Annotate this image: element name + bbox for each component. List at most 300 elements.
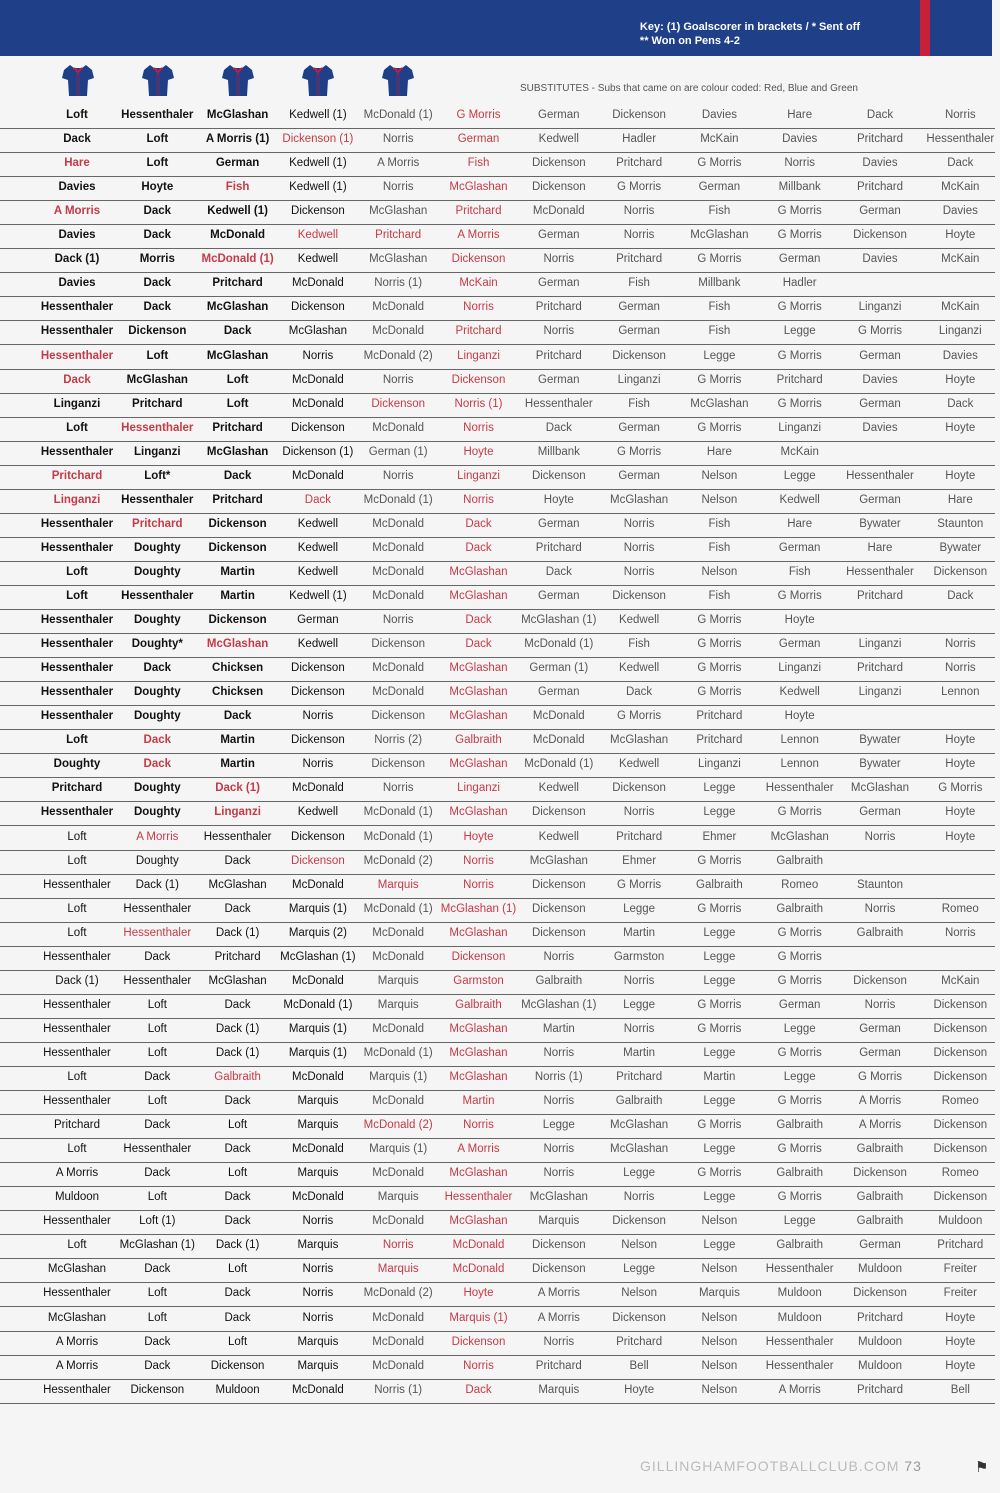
table-row	[0, 922, 995, 947]
player-cell: Loft	[147, 1191, 167, 1204]
player-cell: Hoyte	[463, 445, 494, 458]
player-cell: G Morris	[777, 301, 822, 314]
player-cell: A Morris	[457, 1143, 500, 1156]
player-cell: A Morris	[53, 205, 101, 218]
table-row	[0, 874, 995, 899]
player-cell: Dickenson	[128, 325, 187, 338]
player-cell: Marquis	[297, 1359, 339, 1372]
player-cell: Loft	[66, 109, 88, 121]
player-cell: Legge	[623, 1263, 656, 1276]
player-cell: Dickenson	[612, 1215, 666, 1228]
player-cell: Legge	[623, 1167, 656, 1180]
player-cell: German	[618, 325, 660, 338]
player-cell: Ehmer	[622, 854, 657, 867]
player-cell: Kedwell (1)	[207, 205, 268, 218]
player-cell: Davies	[942, 205, 978, 218]
player-cell: Kedwell (1)	[289, 157, 347, 170]
player-cell: Norris	[302, 1263, 334, 1276]
player-cell: McDonald (1)	[363, 830, 433, 843]
player-cell: Norris	[623, 974, 655, 987]
player-cell: McDonald	[372, 565, 425, 578]
player-cell: Bywater	[859, 758, 901, 771]
player-cell: Loft	[66, 590, 88, 602]
player-cell: Norris	[382, 373, 414, 386]
player-cell: Dack	[224, 1191, 251, 1204]
player-cell: Dack	[144, 1359, 171, 1372]
table-row	[0, 1331, 995, 1356]
player-cell: McGlashan	[850, 782, 910, 795]
player-cell: Linganzi	[697, 758, 741, 771]
substitutes-label: SUBSTITUTES - Subs that came on are colour coded: Red, Blue and Green	[520, 83, 858, 94]
player-cell: Norris	[302, 349, 334, 362]
table-row	[0, 1355, 995, 1380]
player-cell: Dack	[224, 1287, 251, 1300]
player-cell: Fish	[708, 301, 731, 314]
player-cell: German	[859, 1239, 901, 1252]
player-cell: Romeo	[941, 1167, 979, 1180]
player-cell: McKain	[941, 181, 980, 194]
player-cell: Kedwell (1)	[289, 590, 347, 602]
player-cell: G Morris	[777, 1191, 822, 1204]
player-cell: McDonald	[452, 1263, 505, 1276]
player-cell: G Morris	[697, 373, 742, 386]
player-cell: McGlashan	[690, 397, 749, 410]
table-row	[0, 345, 995, 370]
player-cell: Hare	[787, 517, 813, 530]
player-cell: Legge	[623, 998, 656, 1011]
player-cell: Marquis	[297, 1095, 339, 1108]
player-cell: Hessenthaler	[121, 493, 194, 506]
table-row	[0, 970, 995, 995]
player-cell: Dack	[465, 541, 492, 554]
player-cell: G Morris	[777, 806, 822, 819]
player-cell: Hessenthaler	[40, 349, 114, 362]
player-cell: Pritchard	[937, 1239, 984, 1252]
player-cell: McDonald	[372, 662, 425, 675]
player-cell: Galbraith	[214, 1071, 261, 1083]
player-cell: Norris	[784, 157, 816, 170]
player-cell: German	[297, 614, 339, 627]
player-cell: Norris	[543, 325, 575, 338]
player-cell: Hessenthaler	[765, 1263, 834, 1276]
player-cell: Fish	[708, 205, 731, 218]
player-cell: McGlashan	[449, 686, 508, 699]
player-cell: Dickenson	[531, 157, 586, 170]
player-cell: Davies	[862, 373, 898, 386]
player-cell: Muldoon	[777, 1287, 822, 1300]
player-cell: Hessenthaler	[846, 469, 914, 482]
player-cell: Linganzi	[778, 421, 822, 434]
player-cell: Pritchard	[535, 349, 582, 362]
player-cell: Pritchard	[535, 1359, 582, 1372]
player-cell: Davies	[862, 253, 898, 266]
player-cell: Hessenthaler	[40, 445, 114, 458]
table-row	[0, 176, 995, 201]
page-footer	[640, 1458, 922, 1474]
player-cell: Galbraith	[455, 998, 502, 1011]
player-cell: Norris	[382, 1239, 414, 1252]
player-cell: McDonald (2)	[363, 854, 433, 867]
player-cell: McDonald	[372, 1167, 425, 1180]
player-cell: A Morris	[55, 1335, 99, 1348]
player-cell: Legge	[703, 782, 736, 795]
player-cell: Dack	[143, 758, 172, 771]
player-cell: Norris	[463, 493, 494, 506]
player-cell: Martin	[462, 1095, 495, 1108]
player-cell: Legge	[703, 974, 736, 987]
player-cell: Marquis (2)	[288, 926, 347, 939]
player-cell: Millbank	[537, 445, 580, 458]
player-cell: Hessenthaler	[765, 782, 834, 795]
player-cell: Loft	[147, 1311, 167, 1324]
player-cell: Loft	[66, 421, 88, 434]
table-row	[0, 489, 995, 514]
player-cell: G Morris	[857, 325, 903, 338]
player-cell: Hessenthaler	[40, 541, 114, 554]
player-cell: McGlashan	[206, 445, 269, 458]
player-cell: Dack	[223, 469, 252, 482]
player-cell: Martin	[220, 565, 255, 578]
player-cell: McDonald (1)	[363, 493, 433, 506]
player-cell: Hadler	[622, 133, 657, 146]
player-cell: Dickenson	[451, 1335, 506, 1348]
player-cell: McDonald	[372, 1359, 425, 1372]
player-cell: Loft	[147, 1287, 167, 1300]
player-cell: Muldoon	[54, 1191, 100, 1204]
table-row	[0, 1234, 995, 1259]
player-cell: Loft	[228, 1263, 248, 1276]
player-cell: McGlashan	[449, 1167, 508, 1180]
player-cell: Pritchard	[856, 662, 904, 675]
player-cell: Dack	[465, 517, 492, 530]
player-cell: McGlashan	[47, 1311, 107, 1324]
player-cell: Kedwell	[297, 517, 339, 530]
player-cell: Loft	[226, 397, 249, 410]
player-cell: McGlashan	[206, 349, 269, 362]
table-row	[0, 777, 995, 802]
table-row	[0, 1042, 995, 1067]
player-cell: Dickenson	[531, 1263, 586, 1276]
player-cell: Dack	[143, 229, 172, 242]
player-cell: A Morris	[377, 157, 420, 170]
player-cell: Ehmer	[702, 830, 737, 843]
player-cell: A Morris	[537, 1287, 580, 1300]
player-cell: Pritchard	[856, 590, 904, 602]
player-cell: Dickenson	[210, 1359, 265, 1372]
player-cell: Dack	[144, 950, 171, 963]
player-cell: G Morris	[777, 1095, 822, 1108]
player-cell: McKain	[700, 133, 739, 146]
player-cell: Kedwell	[618, 614, 660, 627]
player-cell: Hoyte	[543, 493, 574, 506]
player-cell: Loft	[66, 565, 88, 578]
key-line-2: ** Won on Pens 4-2	[639, 35, 740, 47]
player-cell: German	[859, 397, 901, 410]
player-cell: Freiter	[943, 1287, 977, 1300]
player-cell: Marquis	[698, 1287, 740, 1300]
player-cell: Dack	[224, 1143, 251, 1156]
player-cell: Norris	[944, 109, 976, 121]
player-cell: Dickenson	[612, 349, 666, 362]
player-cell: Legge	[703, 1046, 736, 1059]
player-cell: Dickenson (1)	[282, 445, 354, 458]
player-cell: Pritchard	[212, 421, 263, 434]
player-cell: Dack	[144, 1071, 171, 1083]
player-cell: Kedwell	[618, 662, 660, 675]
player-cell: Nelson	[701, 1335, 738, 1348]
player-cell: Hoyte	[945, 421, 976, 434]
player-cell: Loft	[147, 1046, 167, 1059]
player-cell: German	[859, 205, 901, 218]
player-cell: Hessenthaler	[123, 1143, 192, 1156]
player-cell: McDonald	[372, 1215, 425, 1228]
player-cell: McGlashan	[449, 1215, 508, 1228]
player-cell: Linganzi	[858, 638, 902, 651]
player-cell: G Morris	[777, 229, 822, 242]
player-cell: Linganzi	[53, 493, 101, 506]
player-cell: McDonald	[292, 1143, 344, 1156]
player-cell: Dack	[143, 205, 172, 218]
player-cell: Pritchard	[616, 253, 663, 266]
player-cell: G Morris	[456, 109, 501, 121]
player-cell: Hessenthaler	[43, 1022, 111, 1035]
table-row	[0, 850, 995, 875]
player-cell: Loft	[67, 902, 87, 915]
player-cell: Legge	[783, 325, 816, 338]
player-cell: Pritchard	[455, 325, 502, 338]
player-cell: Staunton	[937, 517, 984, 530]
player-cell: Norris	[302, 1215, 334, 1228]
player-cell: Hessenthaler	[121, 590, 194, 602]
player-cell: Norris	[543, 1167, 575, 1180]
page-number: 73	[904, 1458, 922, 1474]
player-cell: Dack	[223, 710, 252, 723]
player-cell: German	[859, 1022, 901, 1035]
player-cell: Muldoon	[777, 1311, 822, 1324]
player-cell: McGlashan	[206, 109, 269, 121]
table-row	[0, 946, 995, 971]
player-cell: Hessenthaler	[444, 1191, 513, 1204]
key-legend	[640, 20, 860, 48]
player-cell: Nelson	[701, 1215, 738, 1228]
player-cell: McGlashan	[126, 373, 188, 386]
player-cell: McDonald (1)	[524, 638, 594, 651]
player-cell: Hoyte	[945, 469, 976, 482]
player-cell: German	[778, 638, 821, 651]
player-cell: Loft (1)	[139, 1215, 176, 1228]
player-cell: Doughty	[133, 614, 181, 627]
player-cell: Norris	[543, 253, 575, 266]
player-cell: Norris (1)	[454, 397, 503, 410]
player-cell: Loft	[146, 349, 169, 362]
player-cell: Legge	[703, 806, 736, 819]
player-cell: Dack	[144, 1119, 171, 1132]
player-cell: Nelson	[701, 1383, 738, 1396]
player-cell: G Morris	[697, 1119, 742, 1132]
player-cell: McDonald	[292, 373, 344, 386]
player-cell: Hoyte	[784, 710, 815, 723]
player-cell: Pritchard	[535, 301, 582, 314]
player-cell: Dack	[224, 902, 251, 915]
player-cell: Loft	[66, 734, 88, 747]
player-cell: Dack (1)	[215, 926, 260, 939]
player-cell: Loft	[67, 1239, 87, 1252]
player-cell: Hoyte	[945, 830, 976, 843]
player-cell: McDonald (1)	[283, 998, 353, 1011]
player-cell: Davies	[862, 157, 898, 170]
player-cell: Marquis	[297, 1119, 339, 1132]
shirt-icon	[300, 62, 336, 98]
player-cell: Hessenthaler	[40, 686, 114, 699]
player-cell: German	[538, 277, 580, 290]
player-cell: Loft	[67, 854, 87, 867]
player-cell: Pritchard	[212, 277, 263, 290]
player-cell: Hoyte	[945, 1311, 976, 1324]
player-cell: Fish	[708, 590, 731, 602]
player-cell: McDonald	[292, 878, 344, 891]
player-cell: Pritchard	[455, 205, 502, 218]
player-cell: McGlashan	[610, 1143, 669, 1156]
player-cell: G Morris	[777, 205, 822, 218]
player-cell: Hessenthaler	[203, 830, 272, 843]
player-cell: Muldoon	[938, 1215, 983, 1228]
player-cell: Lennon	[780, 758, 819, 771]
player-cell: Martin	[623, 1046, 656, 1059]
player-cell: McDonald (1)	[363, 1046, 433, 1059]
table-row	[0, 296, 995, 321]
table-row	[0, 1210, 995, 1235]
player-cell: Dickenson	[933, 1143, 988, 1156]
shirt-icon	[60, 62, 96, 98]
table-row	[0, 320, 995, 345]
player-cell: German	[778, 541, 821, 554]
player-cell: Martin	[220, 590, 255, 602]
player-cell: Legge	[703, 1095, 736, 1108]
player-cell: Doughty	[133, 710, 181, 723]
player-cell: McGlashan	[770, 830, 829, 843]
player-cell: Dack	[545, 565, 572, 578]
player-cell: G Morris	[697, 1022, 742, 1035]
player-cell: Norris	[382, 614, 414, 627]
table-row	[0, 128, 995, 153]
player-cell: Garmston	[453, 974, 504, 987]
player-cell: Dickenson	[853, 1167, 907, 1180]
player-cell: German	[538, 229, 580, 242]
player-cell: Dack	[224, 998, 251, 1011]
player-cell: McGlashan	[208, 878, 267, 891]
player-cell: Norris	[463, 878, 494, 891]
table-row	[0, 272, 995, 297]
player-cell: Hare	[706, 445, 732, 458]
player-cell: Bywater	[859, 734, 901, 747]
player-cell: Chicksen	[212, 686, 264, 699]
player-cell: Doughty	[135, 854, 179, 867]
player-cell: McDonald	[372, 926, 425, 939]
player-cell: McDonald	[532, 734, 585, 747]
player-cell: Hessenthaler	[926, 133, 995, 146]
player-cell: Galbraith	[455, 734, 502, 747]
player-cell: McGlashan	[288, 325, 347, 338]
player-cell: Marquis	[377, 974, 419, 987]
player-cell: Norris	[623, 517, 655, 530]
player-cell: McGlashan	[529, 1191, 588, 1204]
player-cell: Norris	[623, 205, 655, 218]
table-row	[0, 393, 995, 418]
player-cell: Legge	[623, 902, 656, 915]
player-cell: Marquis	[377, 1191, 419, 1204]
player-cell: Dickenson	[371, 758, 426, 771]
player-cell: A Morris	[858, 1095, 902, 1108]
player-cell: Hessenthaler	[524, 397, 593, 410]
player-cell: G Morris	[777, 397, 822, 410]
player-cell: Marquis	[297, 1167, 339, 1180]
player-cell: McDonald (1)	[363, 806, 433, 819]
player-cell: Dickenson	[531, 878, 586, 891]
player-cell: G Morris	[777, 1143, 822, 1156]
player-cell: McGlashan	[610, 1119, 669, 1132]
player-cell: Pritchard	[616, 830, 663, 843]
player-cell: G Morris	[777, 349, 822, 362]
player-cell: Dack	[144, 1335, 171, 1348]
player-cell: Dickenson	[291, 421, 345, 434]
player-cell: German	[859, 1046, 901, 1059]
player-cell: Davies	[942, 349, 978, 362]
player-cell: Dack	[304, 493, 331, 506]
player-cell: Hessenthaler	[43, 878, 111, 891]
table-row	[0, 729, 995, 754]
player-cell: Hessenthaler	[43, 1046, 111, 1059]
player-cell: Nelson	[621, 1239, 657, 1252]
player-cell: Kedwell	[538, 830, 579, 843]
player-cell: G Morris	[617, 878, 662, 891]
player-cell: Norris (1)	[374, 1383, 423, 1396]
player-cell: Doughty	[133, 541, 181, 554]
player-cell: G Morris	[777, 974, 822, 987]
player-cell: Kedwell	[297, 541, 339, 554]
player-cell: Dack	[144, 1167, 171, 1180]
player-cell: Fish	[467, 157, 490, 170]
player-cell: Hessenthaler	[43, 1215, 111, 1228]
header-blue-block	[930, 0, 992, 56]
player-cell: McGlashan	[449, 1022, 508, 1035]
player-cell: Hare	[64, 157, 90, 170]
player-cell: McGlashan	[449, 926, 508, 939]
player-cell: Fish	[708, 541, 731, 554]
player-cell: G Morris	[777, 1046, 822, 1059]
player-cell: Loft	[228, 1167, 248, 1180]
player-cell: Hoyte	[945, 1359, 976, 1372]
player-cell: McGlashan	[449, 806, 508, 819]
player-cell: Davies	[862, 421, 898, 434]
player-cell: German	[618, 469, 660, 482]
player-cell: Norris	[463, 421, 494, 434]
player-cell: Kedwell	[297, 565, 339, 578]
table-row	[0, 224, 995, 249]
club-crest-icon: ⚑	[975, 1459, 989, 1476]
header-bar	[0, 0, 920, 56]
player-cell: Linganzi	[53, 397, 101, 410]
player-cell: G Morris	[777, 590, 822, 602]
player-cell: Hessenthaler	[40, 662, 114, 675]
player-cell: Loft	[147, 1095, 167, 1108]
player-cell: Linganzi	[457, 469, 500, 482]
player-cell: Hessenthaler	[765, 1359, 834, 1372]
player-cell: G Morris	[697, 998, 742, 1011]
player-cell: G Morris	[697, 157, 742, 170]
player-cell: Dickenson	[933, 1191, 988, 1204]
player-cell: McKain	[780, 445, 819, 458]
key-line-1: Key: (1) Goalscorer in brackets / * Sent off	[639, 21, 860, 33]
